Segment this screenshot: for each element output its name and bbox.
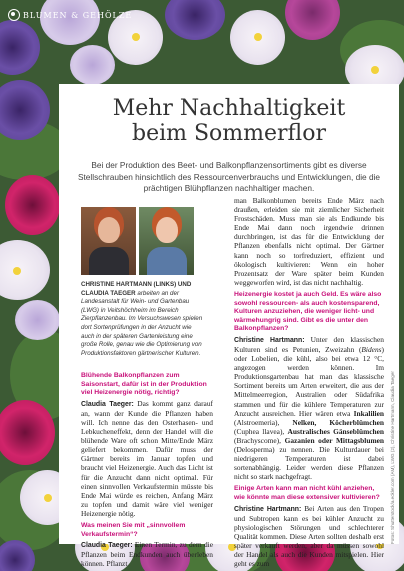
column-right [234,196,384,571]
photo-caption [81,281,203,358]
photo-credit: Fotos: Shutterstock/a.eckler.com (AM), LWG (2), Christine Hartmann, Claudia Taeger [390,371,395,544]
plant-name: Australisches Gänseblümchen [287,426,385,436]
article-title [59,96,399,146]
plant-name: Nelken, Köcherblümchen [292,417,384,427]
column-left [81,368,213,571]
title-line-2: beim Sommerflor [131,121,326,146]
answer-2 [81,540,213,568]
answer-text: (Cuphea llavea), [234,426,288,436]
answer-4 [234,504,384,569]
brand-name: BLUMEN & GEHÖLZE [23,10,133,20]
answer-text: (Delosperma) zu nennen. Die Kulturdauer bei niedrigeren Temperaturen ist dabei sortenabhängig. Leider werden diese Pflanzen nicht so stark nachgefragt. [234,445,384,482]
plant-name: Inkalilien [353,408,384,418]
article-card [59,84,399,569]
answer-1 [81,399,213,518]
question-3: Heizenergie kostet ja auch Geld. Es wäre also sowohl ressourcen- als auch kostensparend, Kulturen anzuziehen, die weniger licht- und wärmehungrig sind. Gibt es die unter den Balkonpflanzen? [234,290,382,333]
answer-text: Das kommt ganz darauf an, wann der Kunde die Pflanzen haben will. Ich nenne das den Osterhasen- und Lebkucheneffekt, denn der Handel will die blühende Ware oft schon Mitte/Ende März geliefert bekommen. Dafür muss der Gärtner bereits im Januar topfen und braucht viel Heizenergie. Auch das Licht ist für die Anzucht dann nicht optimal. Für einen sinnvollen Verkaufstermin müsste bis Ende Mai würde es reichen, Anfang März zu topfen und damit wäre viel weniger Heizenergie nötig. [81,398,213,518]
answer-text: (Alstroemeria), [234,417,293,427]
answer-text: ) oder Lobelien, die kühl, also bei etwa 12 °C, angezogen werden können. Im Produktionsgartenbau hat man das klassische Sortiment bereits um Arten erweitert, die aus der Mittelmeerregion, Australien oder Südafrika stammen und für die kühlere Temperaturen zur Anzucht ausreichen. Hier wären etwa [234,345,384,418]
plant-name: Gazanien oder Mittagsblumen [284,435,384,445]
brand-header [8,9,132,21]
caption-text: arbeiten an der Landesanstalt für Wein- und Gartenbau (LWG) in Veitshöchheim im Bereich Zierpflanzenbau. Im Versuchswesen spielen dort Sortenprüfungen in der Anzucht wie auch in der späteren Gartenleistung eine große Rolle, genau wie die Optimierung von Produktionsfaktoren gärtnerischer Kulturen. [81,289,203,357]
speaker-label: Claudia Taeger: [81,400,134,408]
answer-text: Unter den klassischen Kulturen sind es Petunien, Zweizahn ( [234,334,384,354]
speaker-label: Claudia Taeger: [81,542,133,550]
author-photos [81,207,199,275]
latin-name: Bidens [361,345,382,354]
question-4: Einige Arten kann man nicht kühl anziehen, wie könnte man diese extensiver kultivieren? [234,485,380,501]
answer-text: Einen Termin, zu dem die Pflanzen beim Endkunden auch überleben können. Pflanzt [81,540,213,569]
caption-names: CHRISTINE HARTMANN (LINKS) UND CLAUDIA TAEGER [81,281,192,297]
question-2: Was meinen Sie mit „sinnvollem Verkaufstermin“? [81,522,186,538]
answer-text: (Brachyscome), [234,435,285,445]
speaker-label: Christine Hartmann: [234,336,305,344]
answer-2-continued: man Balkonblumen bereits Ende März nach draußen, erleiden sie mit ziemlicher Sicherheit Frostschäden. Muss man sie als Endkunde bis Ende Mai dann noch irgendwie drinnen durchbringen, ist das für die Entwicklung der Pflanzen ebenfalls nicht optimal. Der Gärtner kann noch so torfreduziert, effizient und ökologisch kultivieren: Wenn ein hoher Prozentsatz der Ware später beim Kunden weggeworfen wird, ist das nicht nachhaltig. [234,196,384,287]
answer-3 [234,335,384,482]
question-1: Blühende Balkonpflanzen zum Saisonstart, dafür ist in der Produktion viel Heizenergie nötig, richtig? [81,372,207,397]
answer-text: Bei Arten aus den Tropen und Subtropen kann es bei kühler Anzucht zu physiologischen Störungen und schlechterer Qualität kommen. Diese Arten sollten deshalb erst später verkauft werden, aber da müssen sowohl der Handel als auch die Kunden mitspielen. Hier geht es zum [234,503,384,569]
flower-logo-icon [8,9,20,21]
article-lead: Bei der Produktion des Beet- und Balkonpflanzensortiments gibt es diverse Stellschrauben hinsichtlich des Ressourcenverbrauchs und Entwicklungen, die die prächtigen Blühpflanzen nachhaltiger machen. [77,160,381,193]
title-line-1: Mehr Nachhaltigkeit [112,96,346,121]
speaker-label: Christine Hartmann: [234,505,302,513]
photo-claudia-taeger [139,207,194,275]
photo-christine-hartmann [81,207,136,275]
